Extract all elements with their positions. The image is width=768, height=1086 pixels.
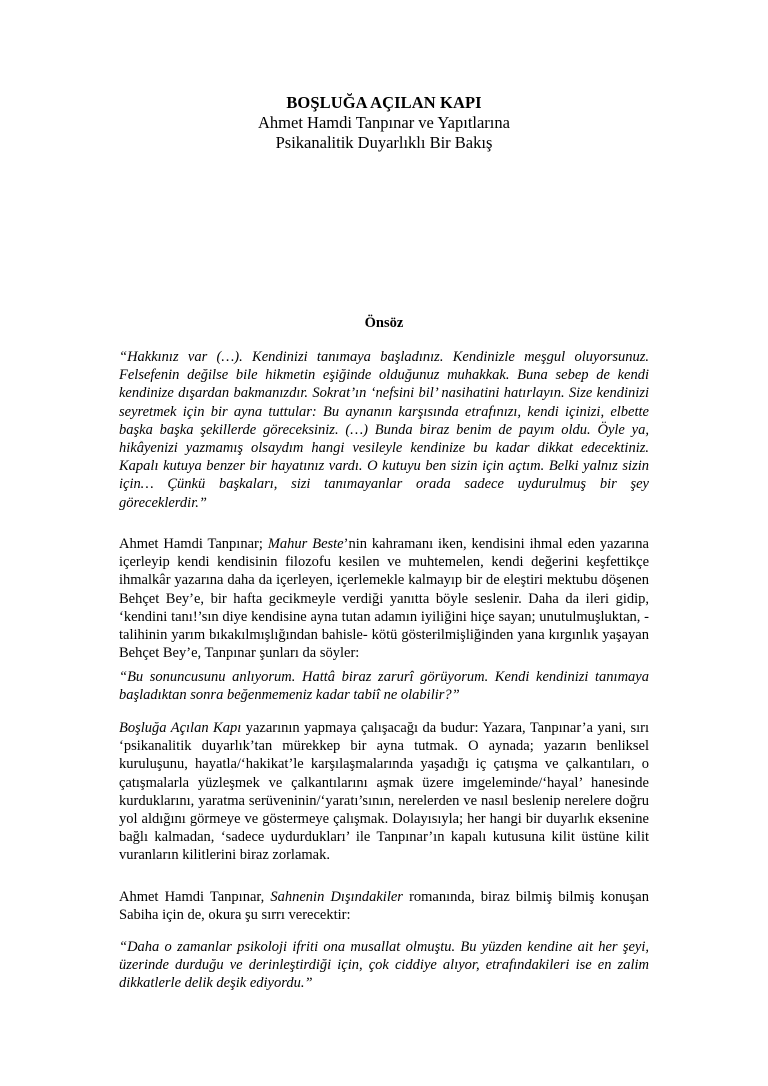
quote-paragraph-2: “Bu sonuncusunu anlıyorum. Hattâ biraz zarurî görüyorum. Kendi kendinizi tanımaya başladıktan sonra beğenmemeniz kadar tabiî ne olabilir?”	[119, 669, 649, 704]
work-title-bosluga-acilan-kapi: Boşluğa Açılan Kapı	[119, 720, 242, 736]
paragraph-text: Ahmet Hamdi Tanpınar,	[119, 889, 271, 905]
paragraph-text: yazarının yapmaya çalışacağı da budur: Yazara, Tanpınar’a yani, sırı ‘psikanalitik duyarlık’tan mürekkep bir ayna tutmak. O aynada; yazarın benliksel kuruluşunu, hayatla/‘hakikat’le karşılaşmalarında yaşadığı iç çatışma ve çalkantıları, o çatışmalarla yüzleşmek ve çalkantılarını aşmak üzere imgeleminde/‘hayal’ hanesinde kurduklarını, yaratma serüveninin/‘yaratı’sının, nerelerden ve nasıl beslenip nerelere doğru yol aldığını görmeye ve göstermeye çalışmak. Dolayısıyla; her hangi bir duyarlık eksenine bağlı kalmadan, ‘sadece uydurdukları’ ile Tanpınar’ın kapalı kutusuna kilit üstüne kilit vuranların kilitlerini biraz zorlamak.	[119, 720, 649, 864]
work-title-mahur-beste: Mahur Beste	[267, 536, 344, 552]
body-paragraph-2	[119, 535, 649, 662]
paragraph-text: romanında, biraz bilmiş bilmiş konuşan Sabiha için de, okura şu sırrı verecektir:	[119, 889, 649, 924]
body-paragraph-5	[119, 888, 649, 924]
subtitle-line-1: Ahmet Hamdi Tanpınar ve Yapıtlarına	[258, 113, 510, 132]
section-heading-preface: Önsöz	[364, 315, 404, 331]
title-block	[0, 93, 768, 153]
work-title-sahnenin-disindakiler: Sahnenin Dışındakiler	[270, 889, 403, 905]
subtitle-line-2: Psikanalitik Duyarlıklı Bir Bakış	[275, 133, 493, 152]
quote-paragraph-1: “Hakkınız var (…). Kendinizi tanımaya başladınız. Kendinizle meşgul oluyorsunuz. Felsefenin değilse bile hikmetin eşiğinde olduğunuz muhakkak. Buna sebep de kendi kendinize dışardan bakmanızdır. Sokrat’ın ‘nefsini bil’ nasihatini hatırlayın. Size kendinizi seyretmek için bir ayna tuttular: Bu aynanın karşısında etrafınızı, kendi içinizi, elbette başka başka şekillerde göreceksiniz. (…) Bunda biraz benim de payım oldu. Öyle ya, hikâyenizi yazmamış olsaydım hangi vesileyle kendinize bu kadar dikkat edecektiniz. Kapalı kutuya benzer bir hayatınız vardı. O kutuyu ben sizin için açtım. Belki yalnız sizin için… Çünkü başkaları, sizi tanımayanlar orada sadece uydurulmuş bir şey göreceklerdir.”	[119, 349, 649, 511]
body-paragraph-4	[119, 719, 649, 865]
quote-paragraph-3: “Daha o zamanlar psikoloji ifriti ona musallat olmuştu. Bu yüzden kendine ait her şeyi, üzerinde durduğu ve derinleştirdiği için, çok ciddiye alıyor, etrafındakileri ise en zalim dikkatlerle delik deşik ediyordu.”	[119, 939, 649, 992]
paragraph-text: ’nin kahramanı iken, kendisini ihmal eden yazarına içerleyip kendi kendisinin filozofu kesilen ve muhtemelen, kendi değerini keşfettikçe ihmalkâr yazarına daha da içerleyen, içerlemekle kalmayıp bir de eleştiri mektubu döşenen Behçet Bey’e, bir hafta gecikmeyle verdiği yanıtta böyle seslenir. Daha da ileri gidip, ‘kendini tanı!’sın diye kendisine ayna tutan adamın iyiliğini hiçe sayan; unutulmuşluktan, -talihinin yarım bıkakılmışlığından bahisle- kötü gösterilmişliğinden yana kırgınlık yaşayan Behçet Bey’e, Tanpınar şunları da söyler:	[119, 536, 649, 662]
paragraph-text: Ahmet Hamdi Tanpınar;	[119, 536, 268, 552]
book-title: BOŞLUĞA AÇILAN KAPI	[286, 93, 482, 112]
